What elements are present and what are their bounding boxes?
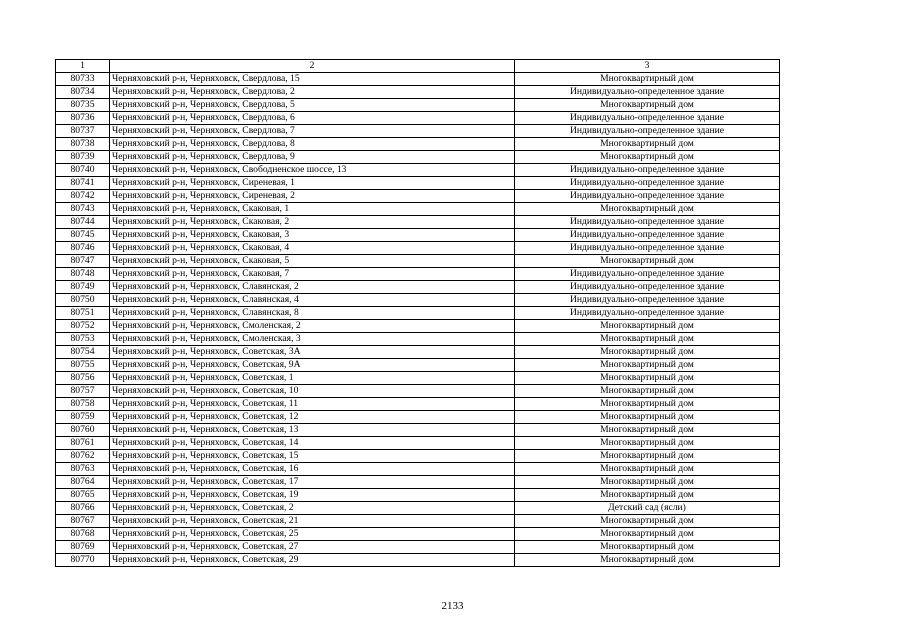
address-cell: Черняховский р-н, Черняховск, Советская, 12 <box>110 411 515 424</box>
address-cell: Черняховский р-н, Черняховск, Свердлова, 2 <box>110 86 515 99</box>
record-number-cell: 80745 <box>56 229 110 242</box>
record-number-cell: 80767 <box>56 515 110 528</box>
object-type-cell: Многоквартирный дом <box>515 359 780 372</box>
table-row <box>56 138 780 151</box>
object-type-cell: Индивидуально-определенное здание <box>515 190 780 203</box>
object-type-cell: Многоквартирный дом <box>515 437 780 450</box>
record-number-cell: 80744 <box>56 216 110 229</box>
record-number-cell: 80751 <box>56 307 110 320</box>
address-cell: Черняховский р-н, Черняховск, Советская, 16 <box>110 463 515 476</box>
table-row <box>56 229 780 242</box>
address-cell: Черняховский р-н, Черняховск, Советская, 3А <box>110 346 515 359</box>
record-number-cell: 80756 <box>56 372 110 385</box>
record-number-cell: 80743 <box>56 203 110 216</box>
table-row <box>56 515 780 528</box>
object-type-cell: Многоквартирный дом <box>515 450 780 463</box>
record-number-cell: 80737 <box>56 125 110 138</box>
record-number-cell: 80734 <box>56 86 110 99</box>
header-col-3: 3 <box>515 60 780 73</box>
object-type-cell: Многоквартирный дом <box>515 203 780 216</box>
address-cell: Черняховский р-н, Черняховск, Славянская, 4 <box>110 294 515 307</box>
address-cell: Черняховский р-н, Черняховск, Советская, 19 <box>110 489 515 502</box>
table-row <box>56 424 780 437</box>
object-type-cell: Многоквартирный дом <box>515 476 780 489</box>
record-number-cell: 80762 <box>56 450 110 463</box>
record-number-cell: 80739 <box>56 151 110 164</box>
object-type-cell: Индивидуально-определенное здание <box>515 164 780 177</box>
record-number-cell: 80741 <box>56 177 110 190</box>
record-number-cell: 80765 <box>56 489 110 502</box>
record-number-cell: 80760 <box>56 424 110 437</box>
object-type-cell: Многоквартирный дом <box>515 554 780 567</box>
record-number-cell: 80761 <box>56 437 110 450</box>
header-col-2: 2 <box>110 60 515 73</box>
record-number-cell: 80753 <box>56 333 110 346</box>
table-row <box>56 450 780 463</box>
table-row <box>56 359 780 372</box>
object-type-cell: Индивидуально-определенное здание <box>515 268 780 281</box>
record-number-cell: 80769 <box>56 541 110 554</box>
object-type-cell: Многоквартирный дом <box>515 398 780 411</box>
record-number-cell: 80738 <box>56 138 110 151</box>
record-number-cell: 80736 <box>56 112 110 125</box>
table-row <box>56 294 780 307</box>
record-number-cell: 80735 <box>56 99 110 112</box>
table-row <box>56 489 780 502</box>
object-type-cell: Индивидуально-определенное здание <box>515 112 780 125</box>
table-row <box>56 203 780 216</box>
address-cell: Черняховский р-н, Черняховск, Советская, 9А <box>110 359 515 372</box>
table-row <box>56 502 780 515</box>
table-row <box>56 411 780 424</box>
address-cell: Черняховский р-н, Черняховск, Скаковая, 4 <box>110 242 515 255</box>
object-type-cell: Многоквартирный дом <box>515 463 780 476</box>
table-row <box>56 86 780 99</box>
address-cell: Черняховский р-н, Черняховск, Скаковая, 3 <box>110 229 515 242</box>
table-row <box>56 99 780 112</box>
record-number-cell: 80740 <box>56 164 110 177</box>
record-number-cell: 80746 <box>56 242 110 255</box>
object-type-cell: Многоквартирный дом <box>515 424 780 437</box>
address-cell: Черняховский р-н, Черняховск, Свердлова, 15 <box>110 73 515 86</box>
record-number-cell: 80742 <box>56 190 110 203</box>
address-cell: Черняховский р-н, Черняховск, Советская, 13 <box>110 424 515 437</box>
object-type-cell: Индивидуально-определенное здание <box>515 216 780 229</box>
address-cell: Черняховский р-н, Черняховск, Советская, 29 <box>110 554 515 567</box>
address-cell: Черняховский р-н, Черняховск, Советская, 1 <box>110 372 515 385</box>
object-type-cell: Многоквартирный дом <box>515 372 780 385</box>
object-type-cell: Многоквартирный дом <box>515 73 780 86</box>
address-cell: Черняховский р-н, Черняховск, Советская, 27 <box>110 541 515 554</box>
object-type-cell: Индивидуально-определенное здание <box>515 281 780 294</box>
address-cell: Черняховский р-н, Черняховск, Советская, 2 <box>110 502 515 515</box>
address-cell: Черняховский р-н, Черняховск, Сиреневая, 1 <box>110 177 515 190</box>
table-row <box>56 463 780 476</box>
object-type-cell: Индивидуально-определенное здание <box>515 229 780 242</box>
table-row <box>56 385 780 398</box>
table-row <box>56 151 780 164</box>
record-number-cell: 80748 <box>56 268 110 281</box>
object-type-cell: Многоквартирный дом <box>515 346 780 359</box>
record-number-cell: 80747 <box>56 255 110 268</box>
address-cell: Черняховский р-н, Черняховск, Советская, 21 <box>110 515 515 528</box>
record-number-cell: 80766 <box>56 502 110 515</box>
table-row <box>56 554 780 567</box>
object-type-cell: Многоквартирный дом <box>515 489 780 502</box>
record-number-cell: 80770 <box>56 554 110 567</box>
table-row <box>56 437 780 450</box>
object-type-cell: Многоквартирный дом <box>515 151 780 164</box>
address-cell: Черняховский р-н, Черняховск, Смоленская, 3 <box>110 333 515 346</box>
object-type-cell: Индивидуально-определенное здание <box>515 307 780 320</box>
record-number-cell: 80754 <box>56 346 110 359</box>
record-number-cell: 80757 <box>56 385 110 398</box>
object-type-cell: Многоквартирный дом <box>515 541 780 554</box>
table-row <box>56 242 780 255</box>
record-number-cell: 80733 <box>56 73 110 86</box>
object-type-cell: Индивидуально-определенное здание <box>515 177 780 190</box>
object-type-cell: Индивидуально-определенное здание <box>515 294 780 307</box>
address-cell: Черняховский р-н, Черняховск, Советская, 15 <box>110 450 515 463</box>
header-col-1: 1 <box>56 60 110 73</box>
table-row <box>56 346 780 359</box>
table-row <box>56 216 780 229</box>
table-row <box>56 281 780 294</box>
table-row <box>56 320 780 333</box>
table-row <box>56 476 780 489</box>
object-type-cell: Детский сад (ясли) <box>515 502 780 515</box>
table-row <box>56 268 780 281</box>
record-number-cell: 80749 <box>56 281 110 294</box>
record-number-cell: 80755 <box>56 359 110 372</box>
address-cell: Черняховский р-н, Черняховск, Скаковая, 2 <box>110 216 515 229</box>
object-type-cell: Многоквартирный дом <box>515 385 780 398</box>
record-number-cell: 80759 <box>56 411 110 424</box>
object-type-cell: Многоквартирный дом <box>515 138 780 151</box>
object-type-cell: Многоквартирный дом <box>515 333 780 346</box>
table-row <box>56 372 780 385</box>
object-type-cell: Многоквартирный дом <box>515 255 780 268</box>
object-type-cell: Многоквартирный дом <box>515 528 780 541</box>
address-cell: Черняховский р-н, Черняховск, Свердлова, 5 <box>110 99 515 112</box>
table-row <box>56 528 780 541</box>
record-number-cell: 80758 <box>56 398 110 411</box>
address-cell: Черняховский р-н, Черняховск, Свердлова, 6 <box>110 112 515 125</box>
object-type-cell: Индивидуально-определенное здание <box>515 86 780 99</box>
record-number-cell: 80752 <box>56 320 110 333</box>
table-row <box>56 112 780 125</box>
table-row <box>56 541 780 554</box>
address-cell: Черняховский р-н, Черняховск, Свердлова, 7 <box>110 125 515 138</box>
object-type-cell: Многоквартирный дом <box>515 320 780 333</box>
table-row <box>56 190 780 203</box>
object-type-cell: Многоквартирный дом <box>515 411 780 424</box>
address-cell: Черняховский р-н, Черняховск, Смоленская, 2 <box>110 320 515 333</box>
address-cell: Черняховский р-н, Черняховск, Сиреневая, 2 <box>110 190 515 203</box>
object-type-cell: Многоквартирный дом <box>515 99 780 112</box>
address-cell: Черняховский р-н, Черняховск, Скаковая, 7 <box>110 268 515 281</box>
address-cell: Черняховский р-н, Черняховск, Скаковая, 1 <box>110 203 515 216</box>
address-cell: Черняховский р-н, Черняховск, Советская, 17 <box>110 476 515 489</box>
table-row <box>56 307 780 320</box>
table-row <box>56 398 780 411</box>
address-cell: Черняховский р-н, Черняховск, Скаковая, 5 <box>110 255 515 268</box>
record-number-cell: 80764 <box>56 476 110 489</box>
object-type-cell: Индивидуально-определенное здание <box>515 125 780 138</box>
table-row <box>56 125 780 138</box>
table-header-row <box>56 60 780 73</box>
registry-table <box>55 59 780 567</box>
object-type-cell: Индивидуально-определенное здание <box>515 242 780 255</box>
record-number-cell: 80750 <box>56 294 110 307</box>
registry-table-body <box>56 60 780 567</box>
address-cell: Черняховский р-н, Черняховск, Советская, 11 <box>110 398 515 411</box>
address-cell: Черняховский р-н, Черняховск, Советская, 14 <box>110 437 515 450</box>
record-number-cell: 80763 <box>56 463 110 476</box>
table-row <box>56 333 780 346</box>
address-cell: Черняховский р-н, Черняховск, Славянская, 2 <box>110 281 515 294</box>
table-row <box>56 255 780 268</box>
table-row <box>56 73 780 86</box>
address-cell: Черняховский р-н, Черняховск, Славянская, 8 <box>110 307 515 320</box>
record-number-cell: 80768 <box>56 528 110 541</box>
address-cell: Черняховский р-н, Черняховск, Советская, 25 <box>110 528 515 541</box>
page-number: 2133 <box>441 600 464 612</box>
table-row <box>56 177 780 190</box>
address-cell: Черняховский р-н, Черняховск, Свердлова, 9 <box>110 151 515 164</box>
address-cell: Черняховский р-н, Черняховск, Свердлова, 8 <box>110 138 515 151</box>
object-type-cell: Многоквартирный дом <box>515 515 780 528</box>
table-row <box>56 164 780 177</box>
address-cell: Черняховский р-н, Черняховск, Советская, 10 <box>110 385 515 398</box>
address-cell: Черняховский р-н, Черняховск, Свободненское шоссе, 13 <box>110 164 515 177</box>
